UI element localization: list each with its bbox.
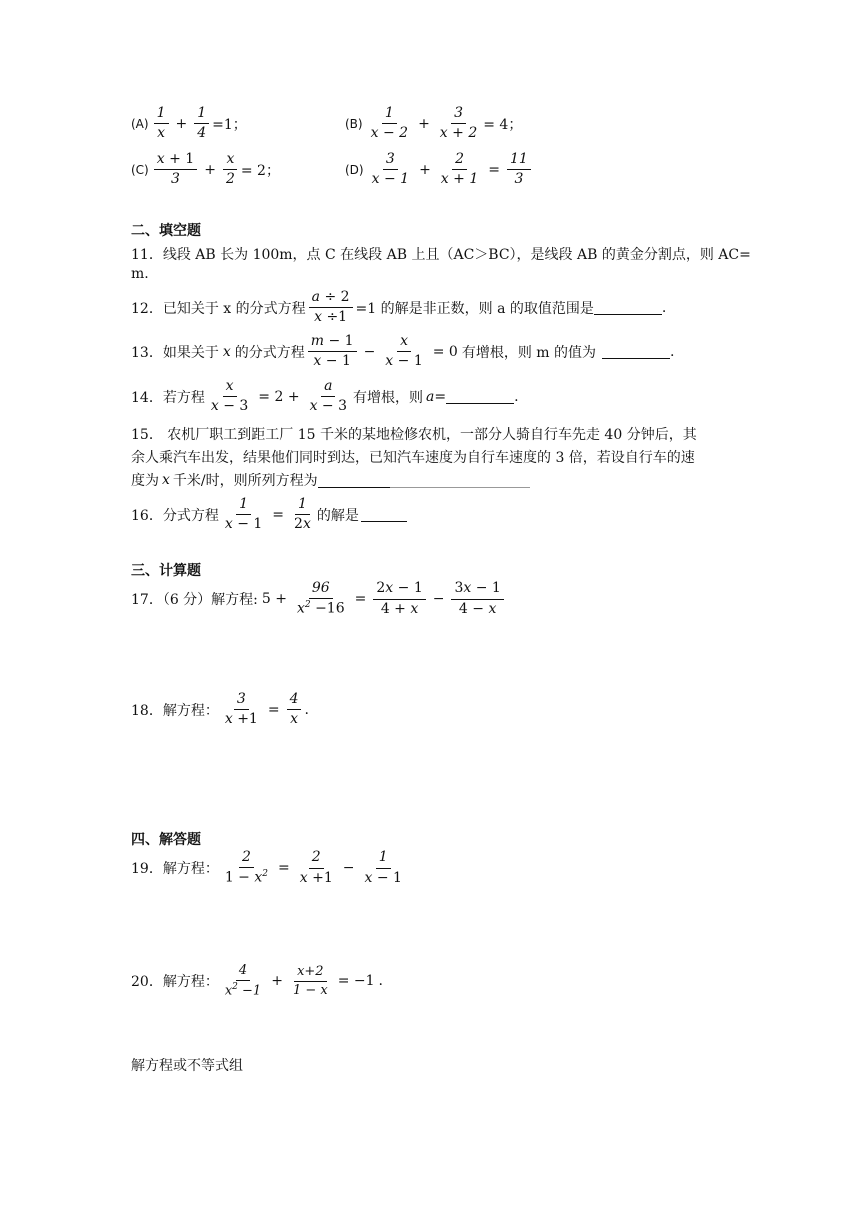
fraction: $\frac{3}{x + 2}$ [439, 105, 478, 142]
fraction: $\frac{3x - 1}{4 - x}$ [451, 581, 503, 617]
fraction: $\frac{3}{x - 1}$ [371, 151, 410, 188]
option-a-rhs: =1； [212, 116, 247, 133]
section-4-title: 四、解答题 [131, 832, 201, 848]
fraction: $\frac{4}{x^2 -1}$ [224, 963, 262, 999]
q19: 19．解方程： $\frac{2}{1 - x^2}$ = $\frac{2}{x +1}$ − $\frac{1}{x - 1}$ [131, 850, 408, 886]
fraction: $\frac{3}{x +1}$ [224, 691, 258, 728]
option-a: (A) $\frac{1}{x}$ + $\frac{1}{4}$ =1； [131, 105, 247, 142]
fraction: $\frac{m - 1}{x - 1}$ [308, 334, 357, 370]
q20: 20．解方程： $\frac{4}{x^2 -1}$ + $\frac{x+2}{1 - x}$ = −1 . [131, 963, 383, 999]
q13-suffix: 有增根，则 m 的值为 [461, 344, 597, 361]
fraction: $\frac{4}{x}$ [287, 692, 302, 728]
q12-suffix: =1 的解是非正数，则 a 的取值范围是 [355, 300, 594, 317]
answer-blank [594, 300, 662, 315]
q14-prefix: 14．若方程 [131, 389, 205, 406]
fraction: $\frac{11}{3}$ [507, 152, 531, 188]
q17-prefix: 17．（6 分）解方程: [131, 592, 258, 609]
q13-prefix: 13．如果关于 [131, 344, 219, 361]
q12-prefix: 12．已知关于 x 的分式方程 [131, 300, 306, 317]
fraction: $\frac{2}{1 - x^2}$ [224, 849, 269, 887]
option-b: (B) $\frac{1}{x - 2}$ + $\frac{3}{x + 2}$ = 4； [345, 105, 523, 142]
q11-line1: 11．线段 AB 长为 100m，点 C 在线段 AB 上且（AC＞BC），是线段 AB 的黄金分割点，则 AC= [131, 247, 751, 263]
option-c: (C) $\frac{x + 1}{3}$ + $\frac{x}{2}$ = 2； [131, 151, 280, 188]
q16-prefix: 16．分式方程 [131, 507, 219, 524]
option-c-label: (C) [131, 162, 149, 177]
option-d-label: (D) [345, 162, 364, 177]
footer-text: 解方程或不等式组 [131, 1058, 243, 1074]
fraction: $\frac{96}{x^2 -16}$ [296, 580, 345, 618]
q15-line1: 15． 农机厂职工到距工厂 15 千米的某地检修农机，一部分人骑自行车先走 40 分钟后，其 [131, 427, 697, 443]
fraction: $\frac{1}{x - 1}$ [224, 496, 263, 533]
option-d: (D) $\frac{3}{x - 1}$ + $\frac{2}{x + 1}$ = $\frac{11}{3}$ [345, 152, 534, 188]
fraction: $\frac{x+2}{1 - x}$ [292, 963, 328, 998]
q14: 14．若方程 $\frac{x}{x - 3}$ = 2 + $\frac{a}{x - 3}$ 有增根，则 a = . [131, 378, 519, 415]
section-3-title: 三、计算题 [131, 563, 201, 579]
option-a-label: (A) [131, 116, 149, 131]
q14-suffix: 有增根，则 [353, 389, 424, 406]
q15-line3: 度为 x 千米/时，则所列方程为 [131, 470, 530, 490]
q13: 13．如果关于 x 的分式方程 $\frac{m - 1}{x - 1}$ − $\frac{x}{x - 1}$ = 0 有增根，则 m 的值为 . [131, 333, 675, 370]
q19-prefix: 19．解方程： [131, 861, 219, 878]
q15-line2: 余人乘汽车出发，结果他们同时到达，已知汽车速度为自行车速度的 3 倍，若设自行车的速 [131, 450, 695, 466]
q12: 12．已知关于 x 的分式方程 $\frac{a \div 2}{x \div 1}$ =1 的解是非正数，则 a 的取值范围是 . [131, 289, 667, 326]
fraction: $\frac{x}{x - 1}$ [385, 333, 423, 370]
fraction: $\frac{1}{x - 2}$ [370, 105, 409, 142]
answer-blank [602, 344, 670, 359]
fraction: $\frac{x}{2}$ [223, 152, 238, 188]
fraction: $\frac{x}{x - 3}$ [210, 378, 249, 415]
fraction: $\frac{a}{x - 3}$ [309, 378, 348, 415]
option-b-label: (B) [345, 116, 363, 131]
fraction: $\frac{a \div 2}{x \div 1}$ [309, 290, 353, 326]
section-2-title: 二、填空题 [131, 223, 201, 239]
fraction: $\frac{2x - 1}{4 + x}$ [373, 581, 425, 617]
answer-blank [318, 473, 390, 488]
option-c-rhs: = 2； [240, 162, 280, 179]
q11-line2: m. [131, 266, 149, 282]
answer-blank [446, 389, 514, 404]
q16-suffix: 的解是 [316, 507, 359, 524]
fraction: $\frac{x + 1}{3}$ [154, 152, 197, 188]
q16: 16．分式方程 $\frac{1}{x - 1}$ = $\frac{1}{2x}$ 的解是 [131, 497, 407, 533]
fraction: $\frac{1}{x - 1}$ [364, 849, 402, 886]
fraction: $\frac{2}{x + 1}$ [440, 151, 479, 188]
fraction: $\frac{2}{x +1}$ [299, 849, 333, 886]
q20-prefix: 20．解方程： [131, 974, 219, 991]
q18: 18．解方程： $\frac{3}{x +1}$ = $\frac{4}{x}$ . [131, 691, 309, 728]
fraction: $\frac{1}{4}$ [194, 106, 209, 142]
q18-prefix: 18．解方程： [131, 702, 219, 719]
q17: 17．（6 分）解方程: 5 + $\frac{96}{x^2 -16}$ = $\frac{2x - 1}{4 + x}$ − $\frac{3x - 1}{4 - x}$ [131, 581, 507, 617]
fraction: $\frac{1}{x}$ [154, 106, 169, 142]
fraction: $\frac{1}{2x}$ [294, 496, 311, 533]
answer-blank [361, 507, 407, 522]
answer-blank [390, 473, 530, 488]
option-b-rhs: = 4； [483, 116, 523, 133]
